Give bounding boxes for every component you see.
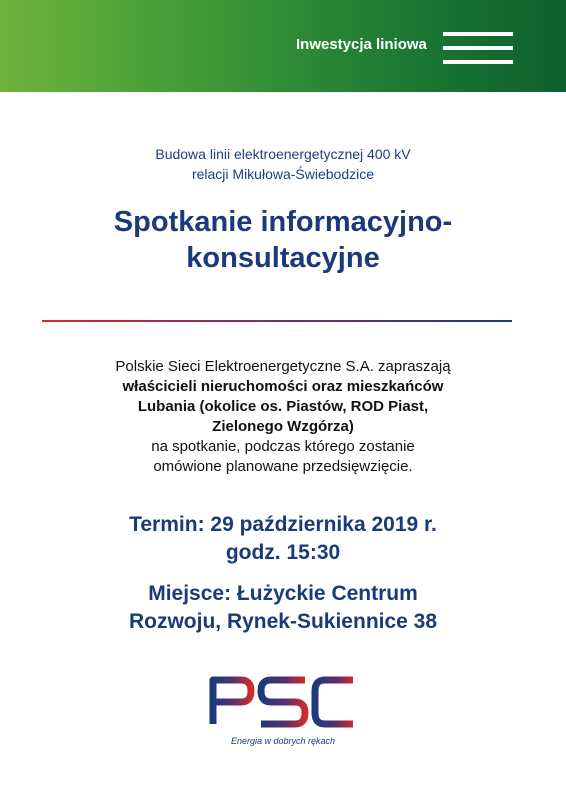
hamburger-menu-icon[interactable]	[443, 32, 513, 64]
menu-bar	[443, 32, 513, 36]
body-line-bold: właścicieli nieruchomości oraz mieszkańców	[122, 378, 444, 395]
meeting-place	[0, 580, 566, 636]
place-line: Miejsce: Łużyckie Centrum	[148, 582, 418, 605]
subtitle-line: Budowa linii elektroenergetycznej 400 kV	[155, 146, 411, 162]
pse-logo	[207, 672, 359, 728]
invitation-text	[0, 357, 566, 477]
pse-logo-icon	[207, 672, 359, 728]
header-banner	[0, 0, 566, 92]
place-line: Rozwoju, Rynek-Sukiennice 38	[128, 610, 438, 633]
page-title	[0, 204, 566, 276]
header-title: Inwestycja liniowa	[296, 36, 427, 53]
date-line: Termin: 29 października 2019 r.	[129, 513, 437, 536]
meeting-date	[0, 511, 566, 567]
body-line: omówione planowane przedsięwzięcie.	[153, 458, 413, 475]
body-line-bold: Zielonego Wzgórza)	[212, 418, 354, 435]
project-subtitle	[0, 144, 566, 184]
body-line: Polskie Sieci Elektroenergetyczne S.A. zapraszają	[115, 358, 451, 375]
subtitle-line: relacji Mikułowa-Świebodzice	[191, 166, 375, 182]
body-line-bold: Lubania (okolice os. Piastów, ROD Piast,	[137, 398, 429, 415]
pse-slogan: Energia w dobrych rękach	[230, 736, 336, 746]
body-line: na spotkanie, podczas którego zostanie	[151, 438, 415, 455]
title-line: konsultacyjne	[186, 242, 380, 274]
menu-bar	[443, 60, 513, 64]
title-line: Spotkanie informacyjno-	[113, 206, 453, 238]
divider-line	[42, 320, 512, 322]
menu-bar	[443, 46, 513, 50]
time-line: godz. 15:30	[225, 541, 341, 564]
